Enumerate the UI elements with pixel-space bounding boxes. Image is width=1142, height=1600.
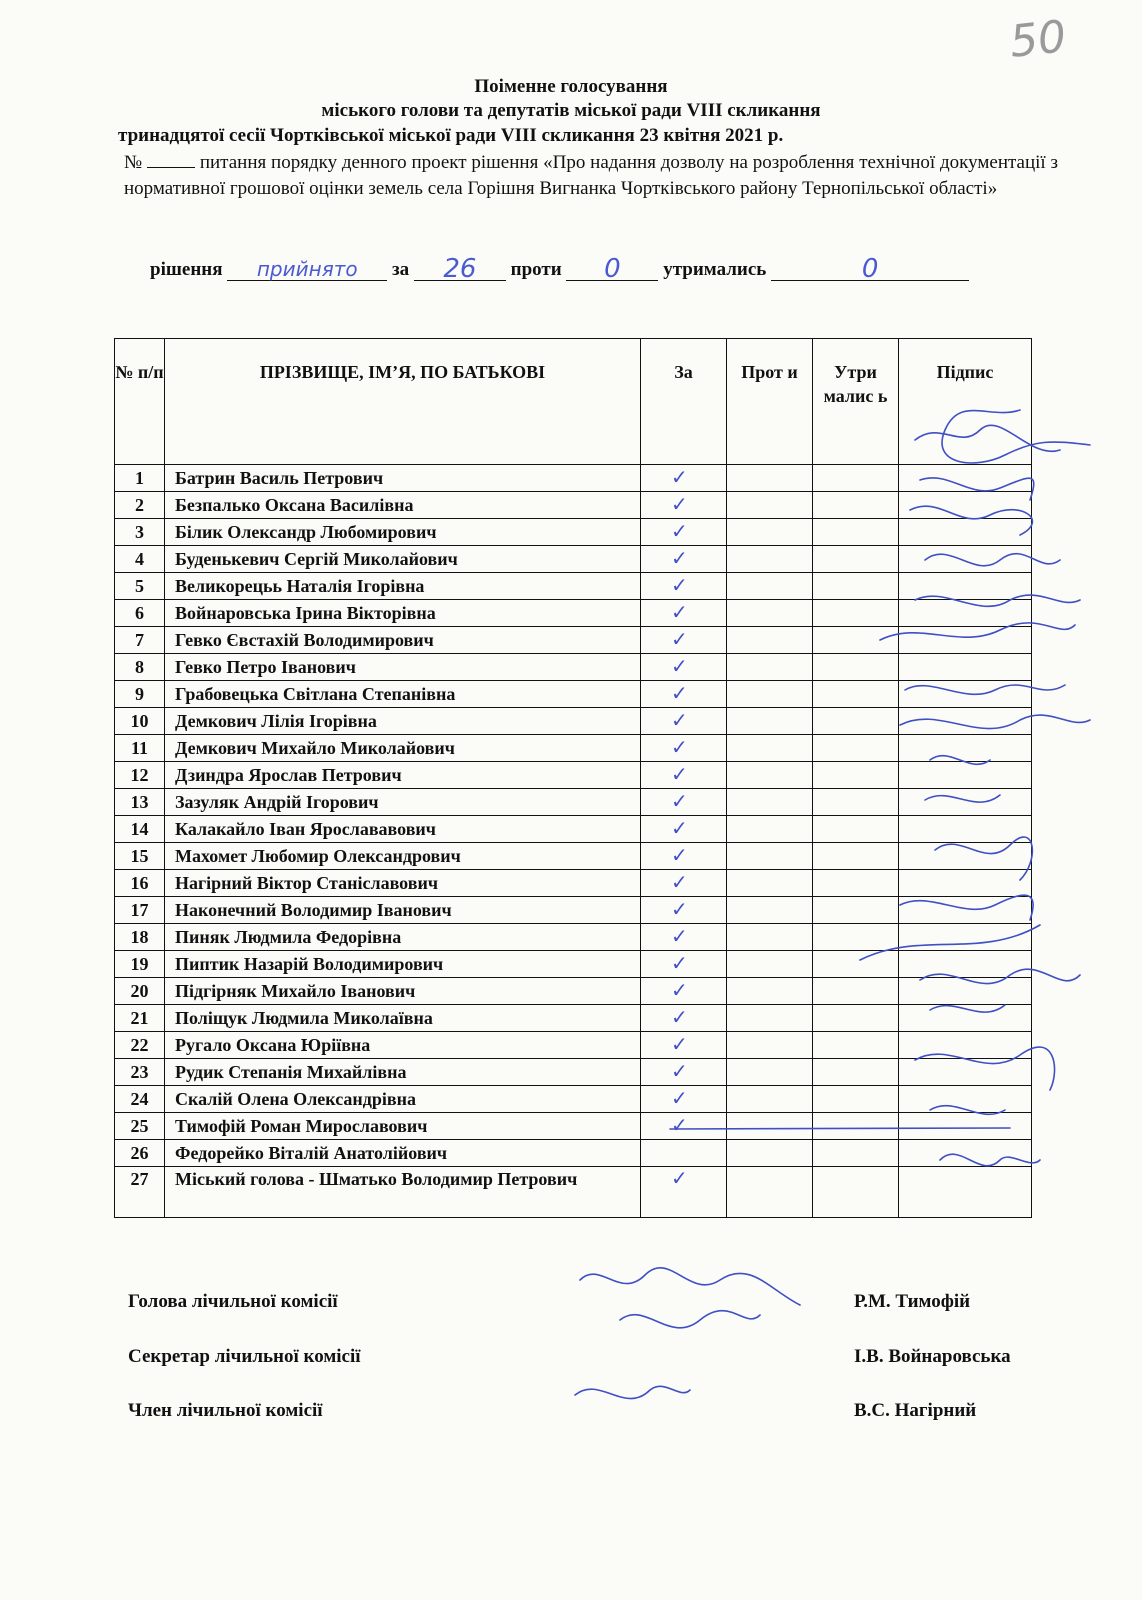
vote-against-cell [727, 600, 813, 627]
member-name: Великорецьь Наталія Ігорівна [165, 573, 641, 600]
signature-cell [899, 1140, 1032, 1167]
check-mark-icon: ✓ [671, 977, 688, 1002]
row-number: 7 [115, 627, 165, 654]
check-mark-icon: ✓ [671, 761, 688, 786]
member-name: Демкович Лілія Ігорівна [165, 708, 641, 735]
abstain-label: утримались [663, 259, 767, 280]
vote-abstain-cell [813, 1167, 899, 1218]
vote-abstain-cell [813, 1005, 899, 1032]
member-name: Грабовецька Світлана Степанівна [165, 681, 641, 708]
row-number: 18 [115, 924, 165, 951]
member-name: Поліщук Людмила Миколаївна [165, 1005, 641, 1032]
row-number: 6 [115, 600, 165, 627]
doc-title: Поіменне голосування [474, 76, 668, 97]
signature-cell [899, 654, 1032, 681]
row-number: 14 [115, 816, 165, 843]
row-number: 25 [115, 1113, 165, 1140]
vote-for-cell [641, 519, 727, 546]
question-number-label: № [124, 152, 143, 173]
table-row [115, 465, 1032, 492]
table-row [115, 762, 1032, 789]
check-mark-icon: ✓ [671, 1004, 688, 1029]
col-header-number: № п/п [115, 339, 165, 465]
member-name: Зазуляк Андрій Ігорович [165, 789, 641, 816]
vote-against-cell [727, 681, 813, 708]
vote-for-cell [641, 600, 727, 627]
signature-cell [899, 573, 1032, 600]
table-row [115, 870, 1032, 897]
signature-cell [899, 1113, 1032, 1140]
vote-abstain-cell [813, 762, 899, 789]
row-number: 22 [115, 1032, 165, 1059]
member-name: Скалій Олена Олександрівна [165, 1086, 641, 1113]
check-mark-icon: ✓ [671, 599, 688, 624]
table-row [115, 897, 1032, 924]
vote-against-cell [727, 735, 813, 762]
vote-against-cell [727, 573, 813, 600]
row-number: 5 [115, 573, 165, 600]
vote-for-cell [641, 924, 727, 951]
check-mark-icon: ✓ [671, 950, 688, 975]
vote-for-cell [641, 1140, 727, 1167]
signature-cell [899, 681, 1032, 708]
row-number: 11 [115, 735, 165, 762]
check-mark-icon: ✓ [671, 1085, 688, 1110]
signature-cell [899, 870, 1032, 897]
table-row [115, 1113, 1032, 1140]
vote-against-cell [727, 816, 813, 843]
vote-abstain-cell [813, 789, 899, 816]
signature-cell [899, 627, 1032, 654]
member-name: Ругало Оксана Юріївна [165, 1032, 641, 1059]
vote-for-cell [641, 1005, 727, 1032]
table-row [115, 492, 1032, 519]
vote-against-cell [727, 1086, 813, 1113]
table-row [115, 1005, 1032, 1032]
member-name: Пиняк Людмила Федорівна [165, 924, 641, 951]
check-mark-icon: ✓ [671, 572, 688, 597]
table-row [115, 654, 1032, 681]
vote-for-cell [641, 1086, 727, 1113]
against-label: проти [510, 259, 562, 280]
col-header-against: Прот и [727, 339, 813, 465]
signature-cell [899, 897, 1032, 924]
table-header-row [115, 339, 1032, 465]
member-name: Демкович Михайло Миколайович [165, 735, 641, 762]
check-mark-icon: ✓ [671, 734, 688, 759]
member-name: Дзиндра Ярослав Петрович [165, 762, 641, 789]
row-number: 27 [115, 1167, 165, 1218]
member-name: Войнаровська Ірина Вікторівна [165, 600, 641, 627]
vote-for-cell [641, 1113, 727, 1140]
row-number: 17 [115, 897, 165, 924]
vote-against-cell [727, 789, 813, 816]
row-number: 9 [115, 681, 165, 708]
signature-cell [899, 1059, 1032, 1086]
member-name: Гевко Петро Іванович [165, 654, 641, 681]
check-mark-icon: ✓ [671, 1166, 688, 1190]
person-name: І.В. Войнаровська [854, 1346, 1011, 1367]
vote-abstain-cell [813, 573, 899, 600]
vote-against-cell [727, 627, 813, 654]
vote-against-cell [727, 951, 813, 978]
vote-for-cell [641, 681, 727, 708]
vote-abstain-cell [813, 708, 899, 735]
row-number: 4 [115, 546, 165, 573]
vote-for-cell [641, 1167, 727, 1218]
table-row [115, 816, 1032, 843]
check-mark-icon: ✓ [671, 788, 688, 813]
row-number: 13 [115, 789, 165, 816]
signature-cell [899, 600, 1032, 627]
row-number: 23 [115, 1059, 165, 1086]
vote-abstain-cell [813, 681, 899, 708]
person-name: В.С. Нагірний [854, 1400, 977, 1421]
table-row [115, 600, 1032, 627]
member-name: Міський голова - Шматько Володимир Петрович [165, 1167, 641, 1218]
member-name: Безпалько Оксана Василівна [165, 492, 641, 519]
vote-for-cell [641, 1059, 727, 1086]
check-mark-icon: ✓ [671, 707, 688, 732]
check-mark-icon: ✓ [671, 1031, 688, 1056]
role-label: Голова лічильної комісії [128, 1291, 338, 1312]
vote-abstain-cell [813, 492, 899, 519]
member-name: Федорейко Віталій Анатолійович [165, 1140, 641, 1167]
vote-against-cell [727, 924, 813, 951]
vote-for-cell [641, 492, 727, 519]
signature-cell [899, 1032, 1032, 1059]
decision-line [150, 254, 1050, 284]
vote-abstain-cell [813, 951, 899, 978]
vote-against-cell [727, 1167, 813, 1218]
vote-abstain-cell [813, 1140, 899, 1167]
row-number: 21 [115, 1005, 165, 1032]
vote-abstain-cell [813, 978, 899, 1005]
vote-against-cell [727, 654, 813, 681]
vote-for-cell [641, 816, 727, 843]
question-number-blank [147, 151, 195, 168]
vote-against-cell [727, 546, 813, 573]
vote-for-cell [641, 1032, 727, 1059]
vote-for-cell [641, 897, 727, 924]
row-number: 10 [115, 708, 165, 735]
signature-cell [899, 708, 1032, 735]
col-header-for: За [641, 339, 727, 465]
vote-for-cell [641, 789, 727, 816]
table-row [115, 924, 1032, 951]
check-mark-icon: ✓ [671, 923, 688, 948]
vote-against-cell [727, 1005, 813, 1032]
session-line: тринадцятої сесії Чортківської міської ради VIII скликання 23 квітня 2021 р. [118, 125, 784, 146]
member-name: Білик Олександр Любомирович [165, 519, 641, 546]
table-row [115, 627, 1032, 654]
vote-against-cell [727, 708, 813, 735]
row-number: 26 [115, 1140, 165, 1167]
vote-for-cell [641, 546, 727, 573]
for-count: 26 [414, 258, 506, 281]
signature-cell [899, 978, 1032, 1005]
row-number: 2 [115, 492, 165, 519]
vote-abstain-cell [813, 600, 899, 627]
table-row [115, 843, 1032, 870]
member-name: Гевко Євстахій Володимирович [165, 627, 641, 654]
member-name: Батрин Василь Петрович [165, 465, 641, 492]
vote-abstain-cell [813, 735, 899, 762]
against-count: 0 [566, 258, 658, 281]
row-number: 3 [115, 519, 165, 546]
table-row [115, 978, 1032, 1005]
member-name: Підгірняк Михайло Іванович [165, 978, 641, 1005]
vote-against-cell [727, 465, 813, 492]
check-mark-icon: ✓ [671, 1058, 688, 1083]
vote-against-cell [727, 1032, 813, 1059]
vote-for-cell [641, 951, 727, 978]
table-row [115, 1140, 1032, 1167]
vote-abstain-cell [813, 627, 899, 654]
vote-abstain-cell [813, 870, 899, 897]
signature-cell [899, 546, 1032, 573]
table-row [115, 789, 1032, 816]
member-name: Буденькевич Сергій Миколайович [165, 546, 641, 573]
row-number: 1 [115, 465, 165, 492]
vote-for-cell [641, 654, 727, 681]
table-row [115, 1167, 1032, 1218]
vote-for-cell [641, 465, 727, 492]
vote-abstain-cell [813, 1113, 899, 1140]
col-header-name: ПРІЗВИЩЕ, ІМ’Я, ПО БАТЬКОВІ [165, 339, 641, 465]
vote-for-cell [641, 573, 727, 600]
signature-cell [899, 762, 1032, 789]
vote-for-cell [641, 870, 727, 897]
abstain-count: 0 [771, 258, 969, 281]
check-mark-icon: ✓ [671, 1112, 688, 1137]
signature-cell [899, 1167, 1032, 1218]
person-name: Р.М. Тимофій [854, 1291, 971, 1312]
vote-against-cell [727, 762, 813, 789]
vote-for-cell [641, 843, 727, 870]
signature-cell [899, 1086, 1032, 1113]
vote-abstain-cell [813, 654, 899, 681]
vote-abstain-cell [813, 924, 899, 951]
check-mark-icon: ✓ [671, 464, 688, 489]
role-label: Член лічильної комісії [128, 1400, 323, 1421]
row-number: 24 [115, 1086, 165, 1113]
check-mark-icon: ✓ [671, 653, 688, 678]
vote-against-cell [727, 1140, 813, 1167]
table-row [115, 573, 1032, 600]
col-header-abstain: Утри малис ь [813, 339, 899, 465]
member-name: Калакайло Іван Ярослававович [165, 816, 641, 843]
table-row [115, 1086, 1032, 1113]
row-number: 12 [115, 762, 165, 789]
member-name: Махомет Любомир Олександрович [165, 843, 641, 870]
decision-label: рішення [150, 259, 223, 280]
member-name: Нагірний Віктор Станіславович [165, 870, 641, 897]
vote-for-cell [641, 735, 727, 762]
role-label: Секретар лічильної комісії [128, 1346, 361, 1367]
member-name: Пиптик Назарій Володимирович [165, 951, 641, 978]
vote-abstain-cell [813, 1032, 899, 1059]
vote-abstain-cell [813, 816, 899, 843]
roll-call-table [114, 338, 1032, 1218]
vote-for-cell [641, 708, 727, 735]
row-number: 20 [115, 978, 165, 1005]
vote-for-cell [641, 627, 727, 654]
col-header-signature: Підпис [899, 339, 1032, 465]
for-label: за [392, 259, 410, 280]
vote-for-cell [641, 978, 727, 1005]
signature-cell [899, 465, 1032, 492]
agenda-question [124, 150, 1058, 202]
signature-cell [899, 1005, 1032, 1032]
vote-against-cell [727, 897, 813, 924]
vote-abstain-cell [813, 897, 899, 924]
row-number: 15 [115, 843, 165, 870]
member-name: Тимофій Роман Мирославович [165, 1113, 641, 1140]
vote-abstain-cell [813, 1059, 899, 1086]
signature-cell [899, 735, 1032, 762]
table-row [115, 735, 1032, 762]
member-name: Наконечний Володимир Іванович [165, 897, 641, 924]
vote-abstain-cell [813, 465, 899, 492]
table-row [115, 546, 1032, 573]
signature-cell [899, 951, 1032, 978]
vote-against-cell [727, 1059, 813, 1086]
vote-against-cell [727, 843, 813, 870]
row-number: 19 [115, 951, 165, 978]
check-mark-icon: ✓ [671, 545, 688, 570]
vote-against-cell [727, 978, 813, 1005]
vote-against-cell [727, 492, 813, 519]
check-mark-icon: ✓ [671, 518, 688, 543]
vote-abstain-cell [813, 843, 899, 870]
table-row [115, 681, 1032, 708]
vote-abstain-cell [813, 1086, 899, 1113]
vote-abstain-cell [813, 546, 899, 573]
check-mark-icon: ✓ [671, 869, 688, 894]
table-row [115, 1059, 1032, 1086]
check-mark-icon: ✓ [671, 626, 688, 651]
table-row [115, 708, 1032, 735]
doc-subtitle: міського голови та депутатів міської ради VIII скликання [321, 100, 821, 121]
handwritten-page-number: 50 [1007, 11, 1069, 68]
vote-against-cell [727, 870, 813, 897]
question-text: питання порядку денного проект рішення «Про надання дозволу на розроблення технічної документації з нормативної грошової оцінки земель села Горішня Вигнанка Чортківського району Тернопільської області» [124, 152, 1059, 199]
row-number: 8 [115, 654, 165, 681]
check-mark-icon: ✓ [671, 491, 688, 516]
check-mark-icon: ✓ [671, 680, 688, 705]
check-mark-icon: ✓ [671, 842, 688, 867]
vote-against-cell [727, 519, 813, 546]
signature-cell [899, 789, 1032, 816]
signature-cell [899, 519, 1032, 546]
row-number: 16 [115, 870, 165, 897]
signature-cell [899, 492, 1032, 519]
decision-value: прийнято [227, 258, 387, 281]
table-row [115, 519, 1032, 546]
check-mark-icon: ✓ [671, 815, 688, 840]
member-name: Рудик Степанія Михайлівна [165, 1059, 641, 1086]
check-mark-icon: ✓ [671, 896, 688, 921]
signature-cell [899, 843, 1032, 870]
signature-cell [899, 924, 1032, 951]
table-row [115, 951, 1032, 978]
vote-for-cell [641, 762, 727, 789]
vote-abstain-cell [813, 519, 899, 546]
table-row [115, 1032, 1032, 1059]
signature-cell [899, 816, 1032, 843]
vote-against-cell [727, 1113, 813, 1140]
